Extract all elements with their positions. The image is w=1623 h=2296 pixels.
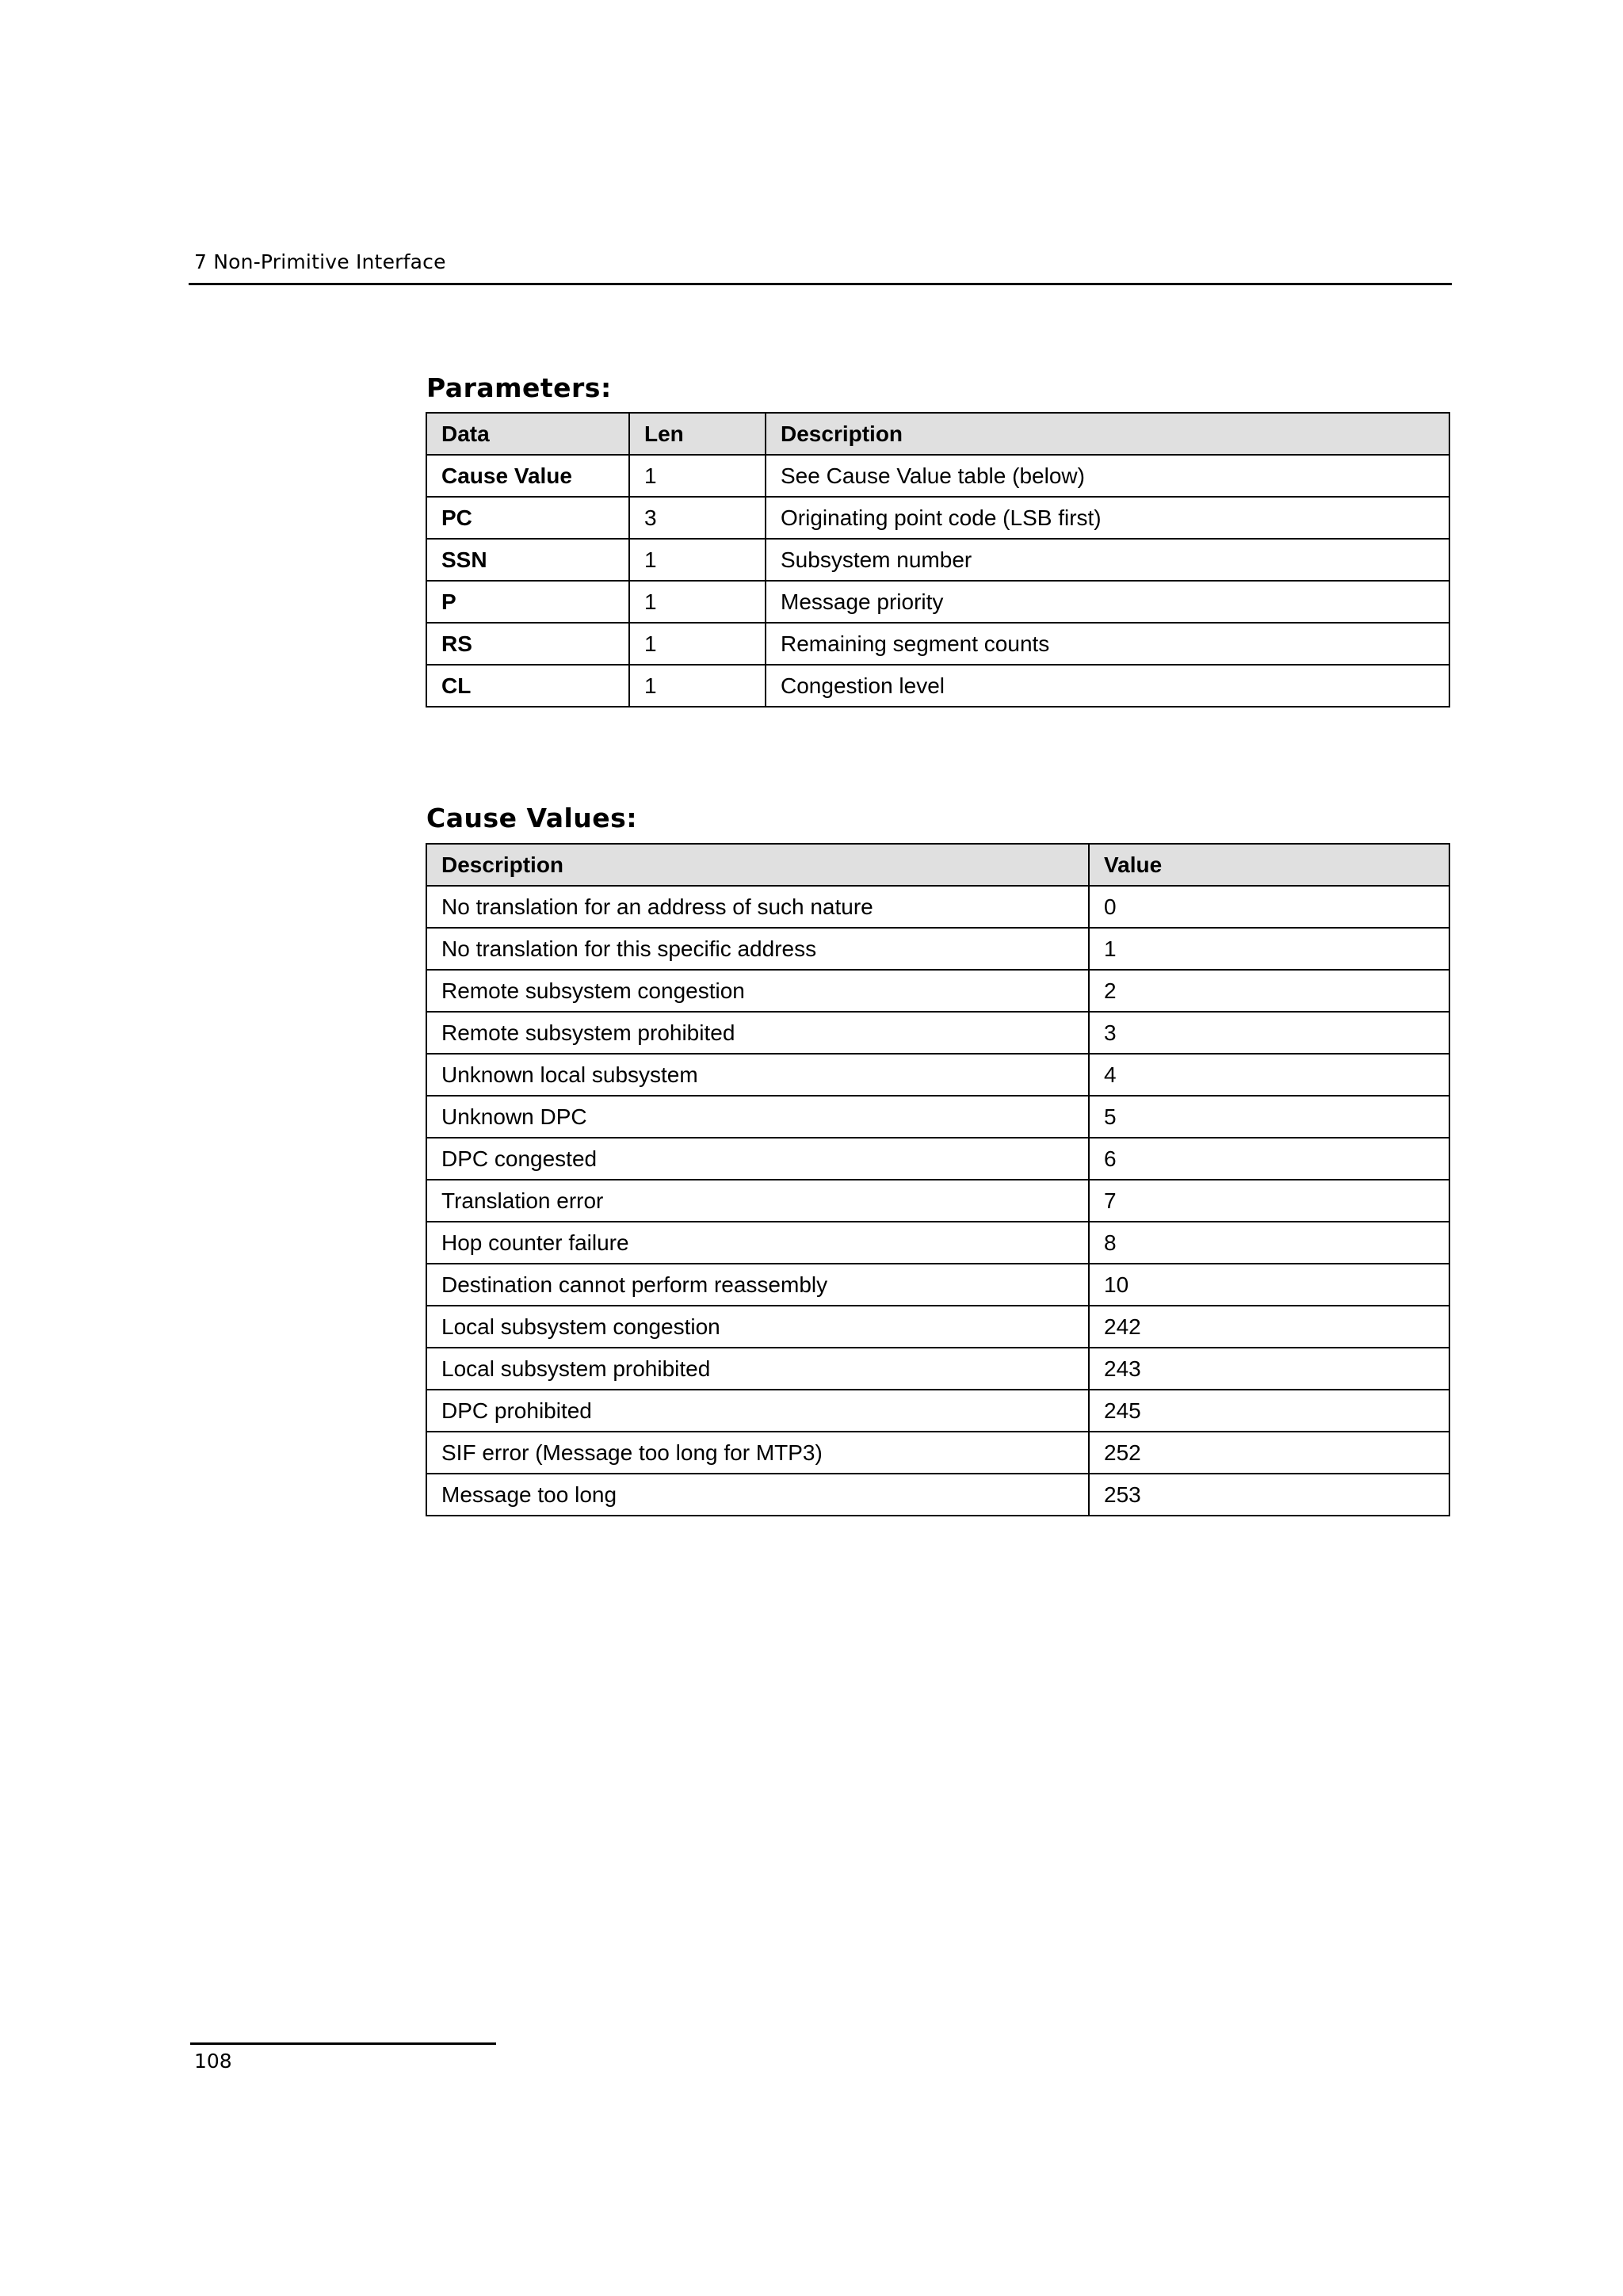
cause-description: Remote subsystem congestion: [426, 970, 1089, 1012]
param-description: Originating point code (LSB first): [766, 497, 1449, 539]
table-row: [426, 1348, 1449, 1390]
column-header-value: Value: [1089, 844, 1449, 886]
cause-description: SIF error (Message too long for MTP3): [426, 1432, 1089, 1474]
running-header: 7 Non-Primitive Interface: [194, 250, 446, 273]
table-row: [426, 539, 1449, 581]
table-row: [426, 928, 1449, 970]
param-description: Subsystem number: [766, 539, 1449, 581]
cause-value: 5: [1089, 1096, 1449, 1138]
table-row: [426, 665, 1449, 707]
param-name: RS: [426, 623, 629, 665]
table-row: [426, 1180, 1449, 1222]
table-row: [426, 1012, 1449, 1054]
cause-description: Destination cannot perform reassembly: [426, 1264, 1089, 1306]
cause-value: 1: [1089, 928, 1449, 970]
table-row: [426, 886, 1449, 928]
cause-description: Local subsystem prohibited: [426, 1348, 1089, 1390]
table-row: [426, 581, 1449, 623]
param-len: 1: [629, 539, 766, 581]
cause-description: Local subsystem congestion: [426, 1306, 1089, 1348]
table-row: [426, 1432, 1449, 1474]
cause-value: 243: [1089, 1348, 1449, 1390]
cause-description: DPC congested: [426, 1138, 1089, 1180]
table-row: [426, 1138, 1449, 1180]
table-header-row: [426, 844, 1449, 886]
table-row: [426, 1096, 1449, 1138]
table-row: [426, 1264, 1449, 1306]
cause-values-table: [426, 843, 1450, 1516]
cause-value: 7: [1089, 1180, 1449, 1222]
cause-value: 6: [1089, 1138, 1449, 1180]
param-name: PC: [426, 497, 629, 539]
param-description: Congestion level: [766, 665, 1449, 707]
param-name: SSN: [426, 539, 629, 581]
cause-description: Hop counter failure: [426, 1222, 1089, 1264]
header-rule: [189, 283, 1452, 285]
cause-description: No translation for this specific address: [426, 928, 1089, 970]
footer-rule: [190, 2042, 496, 2045]
page-number: 108: [194, 2050, 232, 2073]
cause-value: 253: [1089, 1474, 1449, 1516]
param-len: 1: [629, 623, 766, 665]
param-name: Cause Value: [426, 455, 629, 497]
cause-value: 10: [1089, 1264, 1449, 1306]
cause-value: 252: [1089, 1432, 1449, 1474]
cause-values-title: Cause Values:: [426, 803, 638, 833]
table-row: [426, 970, 1449, 1012]
cause-description: No translation for an address of such nature: [426, 886, 1089, 928]
table-row: [426, 497, 1449, 539]
cause-value: 8: [1089, 1222, 1449, 1264]
parameters-table: [426, 412, 1450, 707]
cause-description: Message too long: [426, 1474, 1089, 1516]
param-name: P: [426, 581, 629, 623]
param-len: 1: [629, 581, 766, 623]
param-description: Message priority: [766, 581, 1449, 623]
column-header-data: Data: [426, 413, 629, 455]
table-header-row: [426, 413, 1449, 455]
table-row: [426, 1390, 1449, 1432]
param-len: 3: [629, 497, 766, 539]
table-row: [426, 623, 1449, 665]
param-name: CL: [426, 665, 629, 707]
cause-description: Unknown local subsystem: [426, 1054, 1089, 1096]
cause-value: 0: [1089, 886, 1449, 928]
param-description: Remaining segment counts: [766, 623, 1449, 665]
cause-value: 4: [1089, 1054, 1449, 1096]
table-row: [426, 1306, 1449, 1348]
column-header-description: Description: [426, 844, 1089, 886]
parameters-title: Parameters:: [426, 372, 612, 403]
param-len: 1: [629, 455, 766, 497]
cause-description: Translation error: [426, 1180, 1089, 1222]
cause-value: 242: [1089, 1306, 1449, 1348]
table-row: [426, 1054, 1449, 1096]
cause-value: 3: [1089, 1012, 1449, 1054]
param-description: See Cause Value table (below): [766, 455, 1449, 497]
cause-description: Remote subsystem prohibited: [426, 1012, 1089, 1054]
table-row: [426, 1474, 1449, 1516]
table-row: [426, 1222, 1449, 1264]
param-len: 1: [629, 665, 766, 707]
cause-value: 2: [1089, 970, 1449, 1012]
column-header-description: Description: [766, 413, 1449, 455]
cause-value: 245: [1089, 1390, 1449, 1432]
table-row: [426, 455, 1449, 497]
cause-description: DPC prohibited: [426, 1390, 1089, 1432]
cause-description: Unknown DPC: [426, 1096, 1089, 1138]
column-header-len: Len: [629, 413, 766, 455]
